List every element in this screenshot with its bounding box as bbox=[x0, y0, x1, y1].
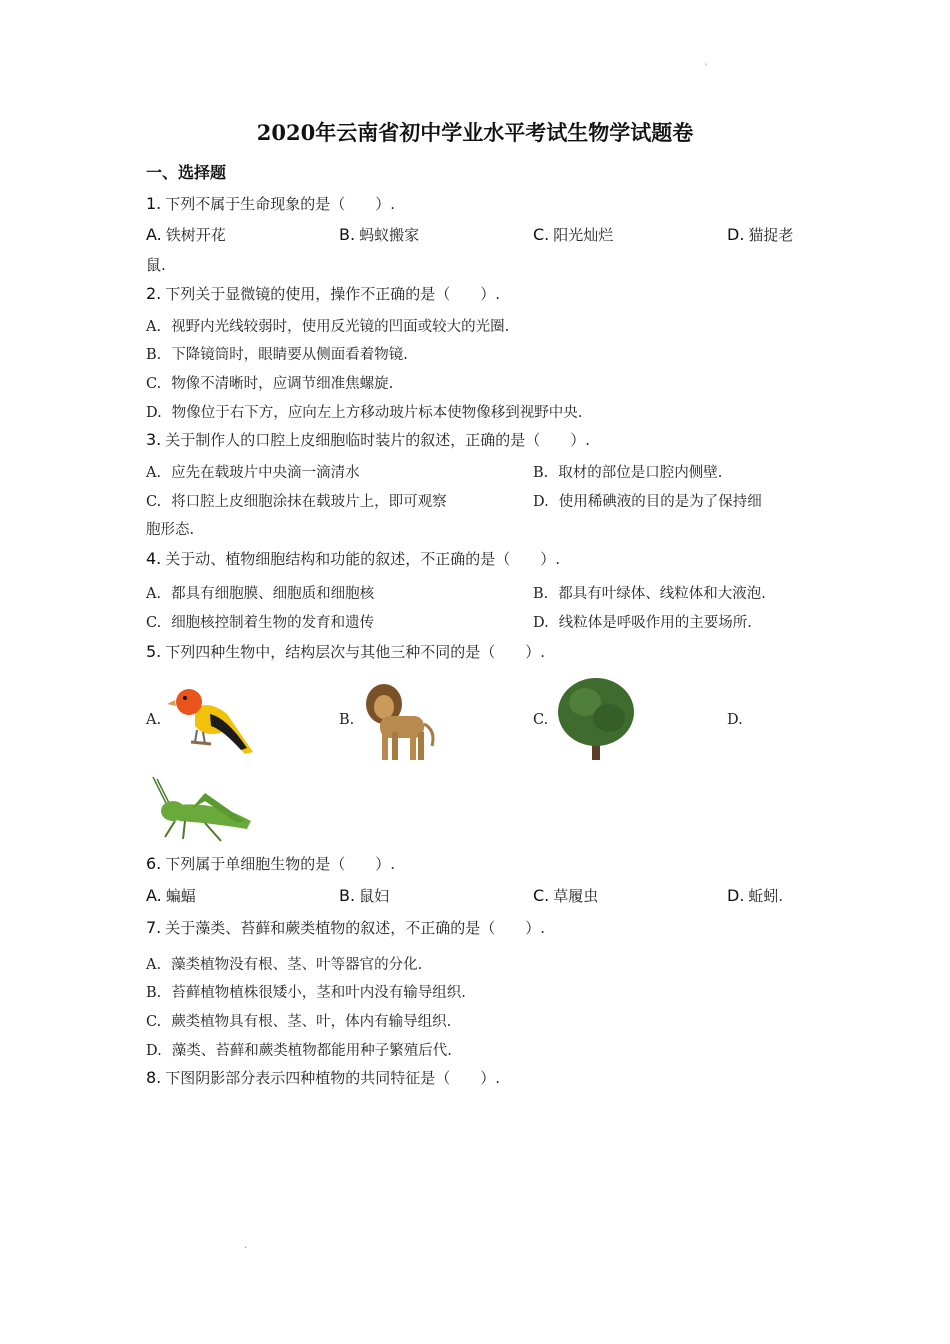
tree-image bbox=[555, 674, 637, 762]
question-stem: 下列关于显微镜的使用，操作不正确的是（ ）. bbox=[165, 285, 501, 303]
option-a-label[interactable]: A. bbox=[146, 712, 162, 728]
question-number: 2. bbox=[146, 284, 162, 303]
option-a[interactable]: A. 藻类植物没有根、茎、叶等器官的分化. bbox=[146, 957, 423, 973]
lion-image bbox=[360, 680, 440, 765]
option-b[interactable]: B. 下降镜筒时，眼睛要从侧面看着物镜. bbox=[146, 347, 408, 363]
question-6 bbox=[146, 853, 395, 874]
option-c-label[interactable]: C. bbox=[533, 712, 549, 728]
option-d[interactable]: D. 物像位于右下方，应向左上方移动玻片标本使物像移到视野中央. bbox=[146, 405, 583, 421]
question-number: 6. bbox=[146, 854, 162, 873]
option-c[interactable]: C. 阳光灿烂 bbox=[533, 225, 614, 244]
section-heading: 一、选择题 bbox=[146, 163, 227, 182]
grasshopper-image bbox=[145, 775, 257, 845]
question-number: 5. bbox=[146, 642, 162, 661]
question-3 bbox=[146, 429, 590, 450]
question-stem: 下列四种生物中，结构层次与其他三种不同的是（ ）. bbox=[165, 643, 546, 661]
corner-mark: ` bbox=[704, 64, 709, 75]
option-b[interactable]: B. 苔藓植物植株很矮小，茎和叶内没有输导组织. bbox=[146, 985, 466, 1001]
question-1 bbox=[146, 193, 395, 214]
question-7 bbox=[146, 917, 545, 938]
question-stem: 下列属于单细胞生物的是（ ）. bbox=[165, 855, 396, 873]
question-number: 8. bbox=[146, 1068, 162, 1087]
option-a[interactable]: A. 铁树开花 bbox=[146, 225, 226, 244]
option-a[interactable]: A. 蝙蝠 bbox=[146, 886, 196, 905]
question-number: 1. bbox=[146, 194, 162, 213]
option-d[interactable]: D. 使用稀碘液的目的是为了保持细 bbox=[533, 494, 762, 510]
option-d-label[interactable]: D. bbox=[727, 712, 743, 728]
option-b-label[interactable]: B. bbox=[339, 712, 355, 728]
question-5 bbox=[146, 641, 545, 662]
page-title: 2020年云南省初中学业水平考试生物学试题卷 bbox=[256, 120, 694, 145]
question-2 bbox=[146, 283, 500, 304]
question-stem: 关于藻类、苔藓和蕨类植物的叙述，不正确的是（ ）. bbox=[165, 919, 546, 937]
question-stem: 下列不属于生命现象的是（ ）. bbox=[165, 195, 396, 213]
option-c[interactable]: C. 将口腔上皮细胞涂抹在载玻片上，即可观察 bbox=[146, 494, 447, 510]
bird-image bbox=[165, 680, 265, 765]
option-c[interactable]: C. 细胞核控制着生物的发育和遗传 bbox=[146, 615, 375, 631]
option-d[interactable]: D. 线粒体是呼吸作用的主要场所. bbox=[533, 615, 752, 631]
question-number: 7. bbox=[146, 918, 162, 937]
option-c[interactable]: C. 物像不清晰时，应调节细准焦螺旋. bbox=[146, 376, 394, 392]
option-b[interactable]: B. 蚂蚁搬家 bbox=[339, 225, 420, 244]
option-wrap-text: 胞形态. bbox=[146, 522, 195, 538]
option-a[interactable]: A. 应先在载玻片中央滴一滴清水 bbox=[146, 465, 360, 481]
option-d[interactable]: D. 蚯蚓. bbox=[727, 886, 784, 905]
option-b[interactable]: B. 取材的部位是口腔内侧壁. bbox=[533, 465, 723, 481]
option-d[interactable]: D. 猫捉老 bbox=[727, 225, 794, 244]
question-stem: 下图阴影部分表示四种植物的共同特征是（ ）. bbox=[165, 1069, 501, 1087]
question-4 bbox=[146, 548, 560, 569]
option-c[interactable]: C. 草履虫 bbox=[533, 886, 599, 905]
option-a[interactable]: A. 视野内光线较弱时，使用反光镜的凹面或较大的光圈. bbox=[146, 319, 510, 335]
footer-mark: . bbox=[244, 1240, 248, 1251]
option-b[interactable]: B. 都具有叶绿体、线粒体和大液泡. bbox=[533, 586, 766, 602]
question-8 bbox=[146, 1067, 500, 1088]
option-a[interactable]: A. 都具有细胞膜、细胞质和细胞核 bbox=[146, 586, 375, 602]
question-stem: 关于动、植物细胞结构和功能的叙述，不正确的是（ ）. bbox=[165, 550, 561, 568]
question-number: 3. bbox=[146, 430, 162, 449]
option-b[interactable]: B. 鼠妇 bbox=[339, 886, 390, 905]
option-c[interactable]: C. 蕨类植物具有根、茎、叶，体内有输导组织. bbox=[146, 1014, 452, 1030]
question-number: 4. bbox=[146, 549, 162, 568]
option-d[interactable]: D. 藻类、苔藓和蕨类植物都能用种子繁殖后代. bbox=[146, 1043, 452, 1059]
option-wrap-text: 鼠. bbox=[146, 256, 166, 274]
question-stem: 关于制作人的口腔上皮细胞临时装片的叙述，正确的是（ ）. bbox=[165, 431, 591, 449]
